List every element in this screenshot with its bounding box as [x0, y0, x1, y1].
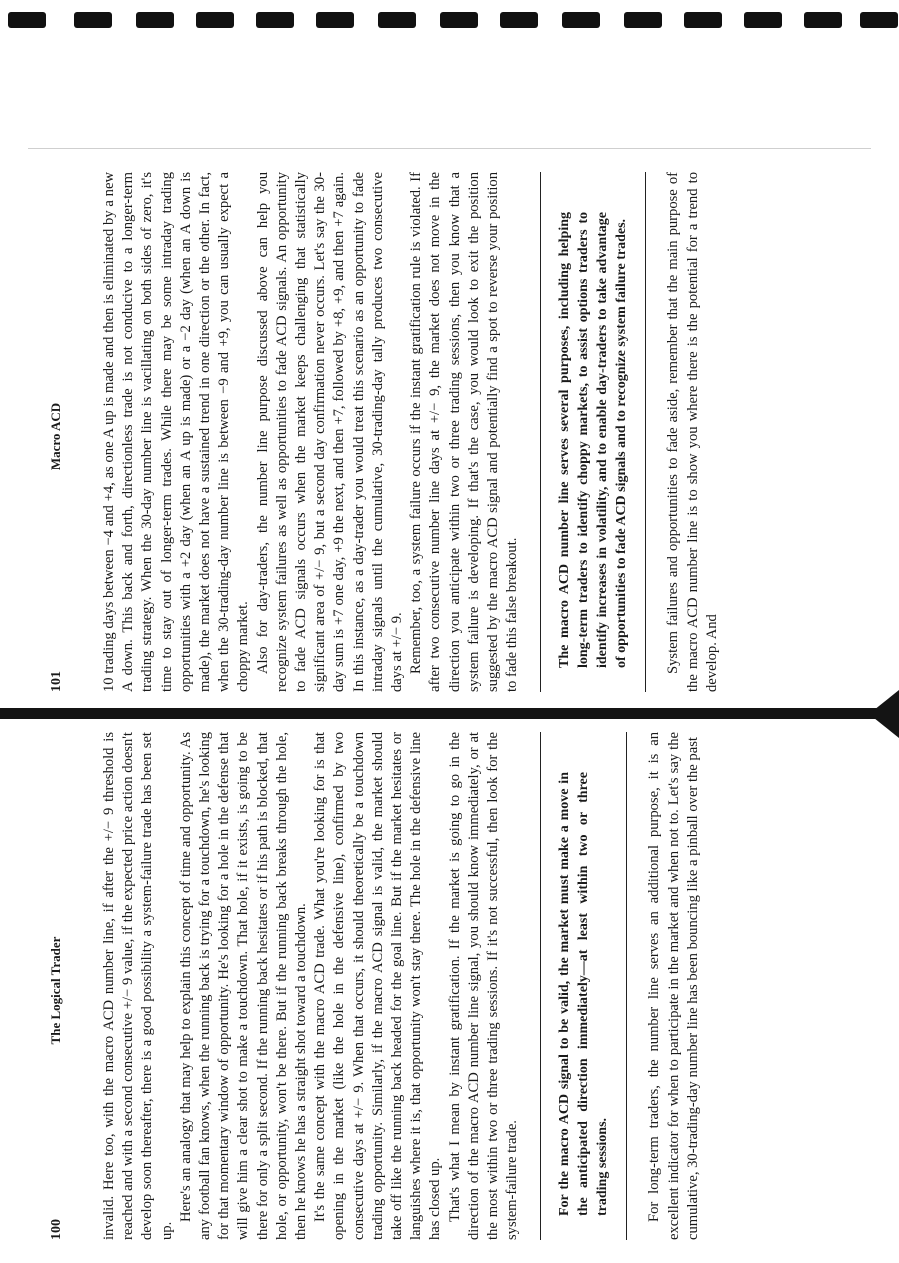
running-head	[48, 172, 70, 692]
page-101	[48, 172, 728, 692]
sprocket-hole	[316, 12, 354, 28]
running-head	[48, 732, 70, 1240]
paragraph: That's what I mean by instant gratification. If the market is going to go in the direction of the macro ACD number line signal, you should know immediately, or at the most within two or three trading sessions. If it's not successful, then look for the system-failure trade.	[446, 732, 521, 1240]
sprocket-hole	[804, 12, 842, 28]
sprocket-hole	[440, 12, 478, 28]
sprocket-hole	[744, 12, 782, 28]
sprocket-hole	[196, 12, 234, 28]
running-title: Macro ACD	[48, 402, 63, 471]
paragraph: Remember, too, a system failure occurs if the instant gratification rule is violated. If after two consecutive number line days at +/− 9, the market does not move in the direction you anticipate within two or three trading sessions, then you know that a system failure is developing. If that's the case, you would look to exit the position suggested by the macro ACD signal and potentially find a spot to reverse your position to fade this false breakout.	[408, 172, 521, 692]
sprocket-hole	[500, 12, 538, 28]
sprocket-hole	[8, 12, 46, 28]
callout-box	[540, 172, 646, 692]
running-title: The Logical Trader	[48, 936, 63, 1045]
paragraph: invalid. Here too, with the macro ACD number line, if after the +/− 9 threshold is reached and with a second consecutive +/− 9 value, if the expected price action doesn't develop soon thereafter, there is a good possibility a system-failure trade has been set up.	[101, 732, 175, 1240]
page-number: 100	[49, 1219, 64, 1240]
sprocket-hole	[136, 12, 174, 28]
callout-text: For the macro ACD signal to be valid, the market must make a move in the anticipated direction immediately—at least within two or three trading sessions.	[557, 772, 611, 1216]
body-text	[100, 732, 703, 1240]
scan-hairline	[28, 148, 871, 149]
paragraph: Also for day-traders, the number line purpose discussed above can help you recognize system failures as well as opportunities to fade ACD signals. An opportunity to fade ACD signals occurs when the market keeps challenging that statistically significant area of +/− 9, but a second day confirmation never occurs. Let's say the 30-day sum is +7 one day, +9 the next, and then +7, followed by +8, +9, and then +7 again. In this instance, as a day-trader you would treat this scenario as an opportunity to fade intraday signals until the cumulative, 30-trading-day tally produces two consecutive days at +/− 9.	[254, 172, 406, 692]
film-strip	[0, 0, 899, 36]
sprocket-hole	[684, 12, 722, 28]
page-gutter	[0, 708, 899, 719]
page-number: 101	[49, 671, 64, 692]
paragraph: System failures and opportunities to fade aside, remember that the main purpose of the macro ACD number line is to show you where there is the potential for a trend to develop. And	[665, 172, 720, 692]
body-text	[100, 172, 722, 692]
sprocket-hole	[860, 12, 898, 28]
paragraph: For long-term traders, the number line serves an additional purpose, it is an excellent indicator for when to participate in the market and when not to. Let's say the cumulative, 30-trading-day number line has been bouncing like a pinball over the past	[646, 732, 701, 1240]
paragraph: 10 trading days between −4 and +4, as one A up is made and then is eliminated by a new A down. This back and forth, directionless trade is not conducive to a longer-term trading strategy. When the 30-day number line is vacillating on both sides of zero, it's time to stay out of longer-term trades. While there may be some intraday trading opportunities with a +2 day (when an A up is made) or a −2 day (when an A down is made), the market does not have a sustained trend in one direction or the other. In fact, when the 30-trading-day number line is between −9 and +9, you can usually expect a choppy market.	[101, 172, 252, 692]
sprocket-hole	[562, 12, 600, 28]
gutter-notch	[869, 690, 899, 738]
sprocket-hole	[378, 12, 416, 28]
sprocket-hole	[74, 12, 112, 28]
callout-box	[540, 732, 627, 1240]
paragraph: It's the same concept with the macro ACD trade. What you're looking for is that opening in the market (like the hole in the defensive line), confirmed by two consecutive days at +/− 9. When that occurs, it should theoretically be a touchdown trading opportunity. Similarly, if the macro ACD signal is valid, the market should take off like the running back headed for the goal line. But if the market hesitates or languishes where it is, that opportunity won't stay there. The hole in the defensive line has closed up.	[312, 732, 444, 1240]
paragraph: Here's an analogy that may help to explain this concept of time and opportunity. As any football fan knows, when the running back is trying for a touchdown, he's looking for that momentary window of opportunity. He's looking for a hole in the defense that will give him a clear shot to make a touchdown. That hole, if it exists, is going to be there for only a split second. If the running back hesitates or if his path is blocked, that hole, or opportunity, won't be there. But if the running back breaks through the hole, then he knows he has a straight shot toward a touchdown.	[177, 732, 310, 1240]
page-100	[48, 732, 728, 1240]
sprocket-hole	[624, 12, 662, 28]
callout-text: The macro ACD number line serves several purposes, including helping long-term traders to identify choppy markets, to assist options traders to identify increases in volatility, and to enable day-traders to take advantage of opportunities to fade ACD signals and to recognize system failure trades.	[557, 212, 630, 668]
sprocket-hole	[256, 12, 294, 28]
